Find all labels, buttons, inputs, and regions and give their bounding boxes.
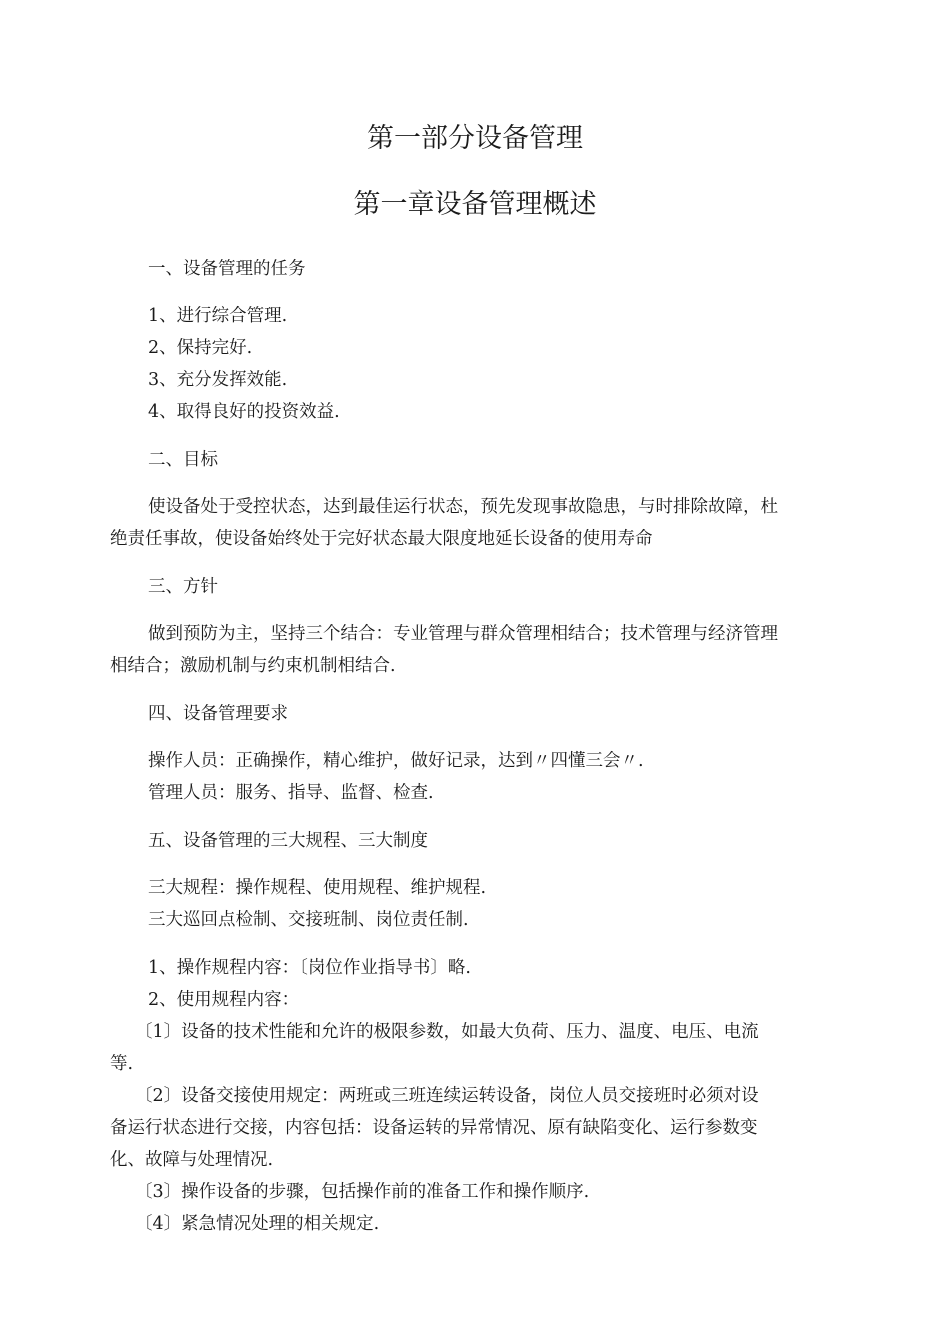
list-item: 1、进行综合管理. [148, 306, 288, 326]
paragraph-line: 三大巡回点检制、交接班制、岗位责任制. [148, 910, 469, 930]
paragraph-line: 〔4〕紧急情况处理的相关规定. [135, 1214, 380, 1234]
paragraph-line: 〔3〕操作设备的步骤，包括操作前的准备工作和操作顺序. [135, 1182, 590, 1202]
list-item: 3、充分发挥效能. [148, 370, 288, 390]
paragraph-line: 管理人员：服务、指导、监督、检查. [148, 783, 434, 803]
section-heading-policy: 三、方针 [148, 577, 218, 597]
paragraph-line: 〔1〕设备的技术性能和允许的极限参数，如最大负荷、压力、温度、电压、电流 [135, 1022, 759, 1042]
section-heading-regulations: 五、设备管理的三大规程、三大制度 [148, 831, 428, 851]
paragraph-line: 化、故障与处理情况. [110, 1150, 274, 1170]
paragraph-line: 三大规程：操作规程、使用规程、维护规程. [148, 878, 487, 898]
paragraph-line: 等. [110, 1054, 134, 1074]
paragraph-line: 相结合；激励机制与约束机制相结合. [110, 656, 396, 676]
list-item: 2、保持完好. [148, 338, 253, 358]
paragraph-line: 绝责任事故，使设备始终处于完好状态最大限度地延长设备的使用寿命 [110, 529, 653, 549]
paragraph-line: 〔2〕设备交接使用规定：两班或三班连续运转设备，岗位人员交接班时必须对设 [135, 1086, 759, 1106]
section-heading-tasks: 一、设备管理的任务 [148, 259, 306, 279]
paragraph-line: 操作人员：正确操作，精心维护，做好记录，达到〃四懂三会〃. [148, 751, 644, 771]
section-heading-goal: 二、目标 [148, 450, 218, 470]
paragraph-line: 使设备处于受控状态，达到最佳运行状态，预先发现事故隐患，与时排除故障，杜 [148, 497, 778, 517]
list-item: 1、操作规程内容：〔岗位作业指导书〕略. [148, 958, 471, 978]
section-heading-requirements: 四、设备管理要求 [148, 704, 288, 724]
list-item: 2、使用规程内容： [148, 990, 300, 1010]
part-title: 第一部分设备管理 [367, 123, 583, 154]
paragraph-line: 备运行状态进行交接，内容包括：设备运转的异常情况、原有缺陷变化、运行参数变 [110, 1118, 758, 1138]
chapter-title: 第一章设备管理概述 [353, 189, 597, 220]
list-item: 4、取得良好的投资效益. [148, 402, 340, 422]
paragraph-line: 做到预防为主，坚持三个结合：专业管理与群众管理相结合；技术管理与经济管理 [148, 624, 778, 644]
